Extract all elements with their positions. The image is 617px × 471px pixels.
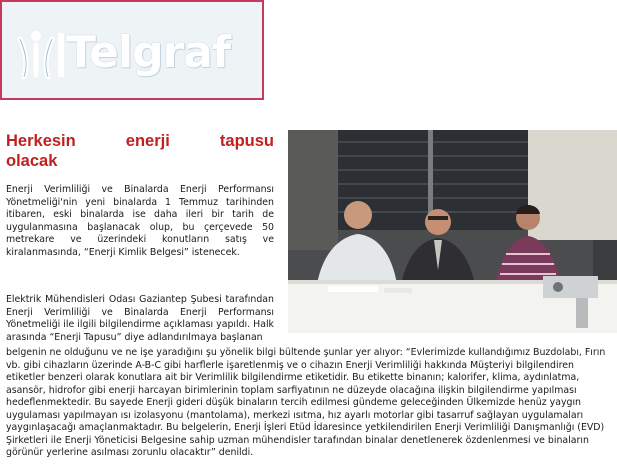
headline-line-2: olacak: [6, 152, 58, 170]
article-paragraph-details: belgenin ne olduğunu ve ne işe yaradığını şu yönelik bilgi bültende şunlar yer alıyor: “Evlerimizde kullandığımız Buzdolabı, Fırın vb. gibi cihazların üzerinde A-B-C gibi harflerle işaretlenmiş ve o cihazın Enerji Verimliliği hakkında Müşteriyi bilgilendiren etiketler benzeri olarak konutlara ait bir Verimlilik bilgilendirme etiketidir. Bu etikette binanın; kalorifer, klima, aydınlatma, asansör, hidrofor gibi enerji harcayan birimlerinin toplam sarfiyatının ne düzeyde olacağına ilişkin bilgilendirme yapılması hedeflenmektedir. Bu sayede Enerji gideri düşük binaların tercih edilmesi gündeme geleceğinden Ülkemizde henüz yaygın uygulaması yapılmayan ısı izolasyonu (mantolama), merkezi ısıtma, hız ayarlı motorlar gibi tasarruf sağlayan uygulamaları yaygınlaşacağı amaçlanmaktadır. Bu belgelerin, Enerji İşleri Etüd İdaresince yetkilendirilen Enerji Verimliliği Danışmanlığı (EVD) Şirketleri ile Enerji Yöneticisi Belgesine sahip uzman mühendisler tarafından binalar denetlenerek özdenlenmesi ve binaların görünür yerlerine asılması zorunlu olacaktır” denildi.: [6, 347, 606, 458]
article-headline: [6, 131, 274, 171]
telgraf-logo-banner[interactable]: [0, 0, 264, 100]
headline-line-1: Herkesin enerji tapusu: [6, 132, 274, 150]
logo-wordmark: Telgraf: [66, 27, 231, 78]
press-conference-photo: [288, 130, 617, 333]
article-paragraph-emo: Elektrik Mühendisleri Odası Gaziantep Şubesi tarafından Enerji Verimliliği ve Binalarda Enerji Performansı Yönetmeliği ile ilgili bilgilendirme açıklaması yapıldı. Halk arasında “Enerji Tapusu” diye adlandırılmaya başlanan: [6, 294, 274, 343]
article-paragraph-intro: Enerji Verimliliği ve Binalarda Enerji Performansı Yönetmeliği'nin yeni binalarda 1 Temmuz tarihinden itibaren, eski binalarda ise daha ileri bir tarih de uygulanmasına başlanacak olup, bu çerçevede 50 metrekare ve üzerindeki konutların satış ve kiralanmasında, “Enerji Kimlik Belgesi” istenecek.: [6, 184, 274, 258]
photo-illustration: [288, 130, 617, 333]
